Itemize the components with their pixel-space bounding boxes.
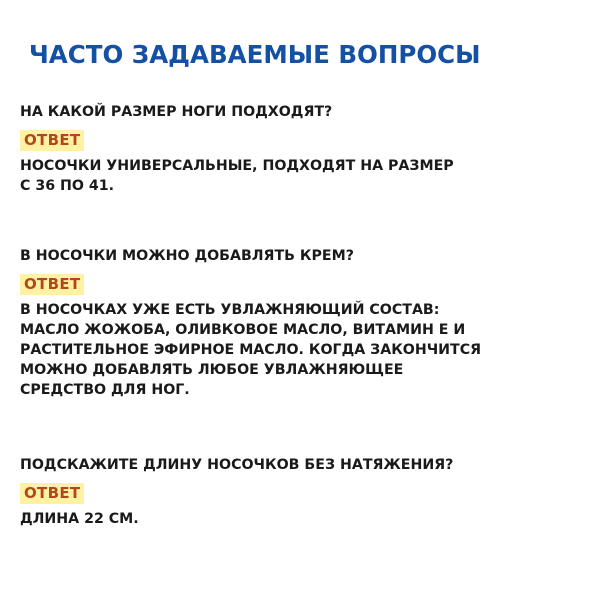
- faq-item: [20, 456, 590, 529]
- faq-answer: [20, 300, 590, 400]
- faq-item: [20, 103, 590, 196]
- faq-item: [20, 247, 590, 400]
- answer-line: МАСЛО ЖОЖОБА, ОЛИВКОВОЕ МАСЛО, ВИТАМИН Е И: [20, 322, 466, 338]
- answer-label: ОТВЕТ: [20, 130, 84, 151]
- faq-answer: [20, 509, 590, 529]
- answer-line: МОЖНО ДОБАВЛЯТЬ ЛЮБОЕ УВЛАЖНЯЮЩЕЕ: [20, 362, 404, 378]
- answer-line: РАСТИТЕЛЬНОЕ ЭФИРНОЕ МАСЛО. КОГДА ЗАКОНЧИТСЯ: [20, 342, 482, 358]
- answer-line: ДЛИНА 22 СМ.: [20, 511, 139, 527]
- faq-question: В НОСОЧКИ МОЖНО ДОБАВЛЯТЬ КРЕМ?: [20, 248, 354, 264]
- page-title: ЧАСТО ЗАДАВАЕМЫЕ ВОПРОСЫ: [29, 40, 481, 69]
- faq-answer: [20, 156, 590, 196]
- answer-line: С 36 ПО 41.: [20, 178, 115, 194]
- answer-label: ОТВЕТ: [20, 274, 84, 295]
- answer-line: НОСОЧКИ УНИВЕРСАЛЬНЫЕ, ПОДХОДЯТ НА РАЗМЕР: [20, 158, 454, 174]
- answer-line: СРЕДСТВО ДЛЯ НОГ.: [20, 382, 190, 398]
- answer-label: ОТВЕТ: [20, 483, 84, 504]
- answer-line: В НОСОЧКАХ УЖЕ ЕСТЬ УВЛАЖНЯЮЩИЙ СОСТАВ:: [20, 302, 440, 318]
- faq-question: ПОДСКАЖИТЕ ДЛИНУ НОСОЧКОВ БЕЗ НАТЯЖЕНИЯ?: [20, 457, 454, 473]
- faq-question: НА КАКОЙ РАЗМЕР НОГИ ПОДХОДЯТ?: [20, 104, 333, 120]
